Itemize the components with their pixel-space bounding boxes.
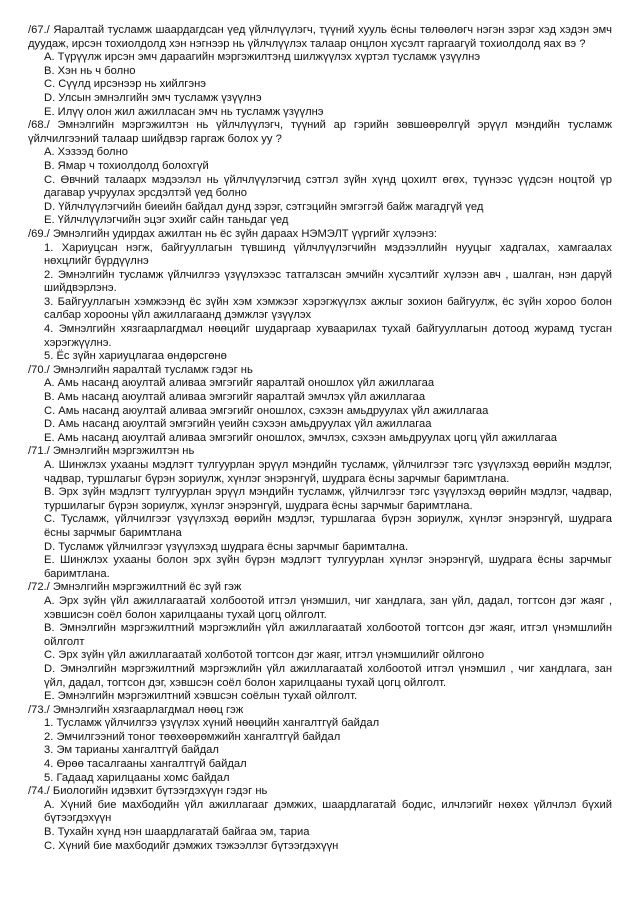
question-text: /67./ Яаралтай тусламж шаардагдсан үед үйлчлүүлэгч, түүний хууль ёсны төлөөлөгч нэгэн зэрэг хэд хэдэн эмч дуудаж, ирсэн тохиолдолд хэн нэгнээр нь үйлчлүүлэх талаар онцлон хүсэлт гаргаагүй тохиолдолд яах вэ ?	[28, 24, 612, 50]
answer-option: 2. Эмнэлгийн тусламж үйлчилгээ үзүүлэхээс татгалзсан эмчийн хүсэлтийг хүлээн авч , шалган, нэн дарүй шийдвэрлэнэ.	[44, 268, 612, 295]
answer-option: E. Үйлчлүүлэгчийн эцэг эхийг сайн таньдаг үед	[44, 214, 289, 227]
answer-option: D. Эмнэлгийн мэргэжилтний мэргэжлийн үйл ажиллагаатай холбоотой итгэл үнэмшил , чиг хандлага, зан үйл, дадал, тогтсон дэг, хэвшсэн соёл болон харилцааны тухай цогц ойлголт.	[44, 662, 612, 689]
question-text: /72./ Эмнэлгийн мэргэжилтний ёс зүй гэж	[28, 581, 242, 594]
answer-option: 3. Байгууллагын хэмжээнд ёс зүйн хэм хэмжээг хэрэгжүүлэх ажлыг зохион байгуулж, ёс зүйн хороо болон салбар хорооны үйл ажиллагаанд дэмжлэг үзүүлэх	[44, 295, 612, 322]
answer-option: C. Хүний бие махбодийг дэмжих тэжээллэг бүтээгдэхүүн	[44, 839, 339, 852]
answer-option: 5. Ёс зүйн хариуцлагаа өндөрсгөнө	[44, 350, 227, 363]
question-text: /70./ Эмнэлгийн яаралтай тусламж гэдэг нь	[28, 363, 253, 376]
answer-option: D. Улсын эмнэлгийн эмч тусламж үзүүлнэ	[44, 91, 262, 104]
answer-option: D. Үйлчлүүлэгчийн биеийн байдал дунд зэрэг, сэтгэцийн эмгэггэй байж магадгүй үед	[44, 200, 484, 213]
answer-option: B. Хэн нь ч болно	[44, 64, 136, 77]
answer-option: E. Илүү олон жил ажилласан эмч нь тусламж үзүүлнэ	[44, 105, 324, 118]
answer-option: E. Шинжлэх ухааны болон эрх зүйн бүрэн мэдлэгт тулгуурлан хүнлэг энэрэнгүй, шудрага ёсны зарчмыг баримтлана.	[44, 554, 612, 580]
answer-option: B. Эмнэлгийн мэргэжилтний мэргэжлийн үйл ажиллагаатай холбоотой тогтсон дэг жаяг, итгэл үнэмшлийн ойлголт	[44, 622, 612, 648]
answer-option: А. Хэзээд болно	[44, 146, 128, 159]
question-text: /69./ Эмнэлгийн удирдах ажилтан нь ёс зүйн дараах НЭМЭЛТ үүргийг хүлээнэ:	[28, 227, 438, 240]
answer-option: E. Эмнэлгийн мэргэжилтний хэвшсэн соёлын тухай ойлголт.	[44, 690, 358, 703]
answer-option: C. Амь насанд аюултай аливаа эмгэгийг оношлох, сэхээн амьдруулах үйл ажиллагаа	[44, 404, 489, 417]
question-text: /73./ Эмнэлгийн хязгаарлагдмал нөөц гэж	[28, 703, 244, 716]
question-text: /74./ Биологийн идэвхит бүтээгдэхүүн гэдэг нь	[28, 785, 268, 798]
answer-option: 3. Эм тарианы хангалтгүй байдал	[44, 744, 219, 757]
answer-option: А. Амь насанд аюултай аливаа эмгэгийг яаралтай оношлох үйл ажиллагаа	[44, 377, 435, 390]
answer-option: А. Хүний бие махбодийн үйл ажиллагааг дэмжих, шаардлагатай бодис, илчлэгийг нөхөх үйлчлэл бүхий бүтээгдэхүүн	[44, 798, 612, 825]
answer-option: B. Амь насанд аюултай аливаа эмгэгийг яаралтай эмчлэх үйл ажиллагаа	[44, 391, 426, 404]
answer-option: B. Эрх зүйн мэдлэгт тулгуурлан эрүүл мэндийн тусламж, үйлчилгээг тэгс үзүүлэхэд өөрийн мэдлэг, чадвар, туршилагыг бүрэн зориулж, хүнлэг энэрэнгүй, шудрага ёсны зарчмыг баримтлана.	[44, 486, 612, 512]
answer-option: B. Ямар ч тохиолдолд болохгүй	[44, 159, 209, 172]
answer-option: 1. Хариуцсан нэгж, байгууллагын түвшинд үйлчлүүлэгчийн мэдээллийн нууцыг хадгалах, хамгаалах нөхцлийг бүрдүүлнэ	[44, 241, 612, 268]
answer-option: 4. Өрөө тасалгааны хангалтгүй байдал	[44, 758, 247, 771]
answer-option: D. Тусламж үйлчилгээг үзүүлэхэд шудрага ёсны зарчмыг баримтална.	[44, 540, 409, 553]
answer-option: А. Эрх зүйн үйл ажиллагаатай холбоотой итгэл үнэмшил, чиг хандлага, зан үйл, дадал, тогтсон дэг жаяг , хэвшисэн соёл болон харилцааны тухай цогц ойлголт.	[44, 594, 612, 621]
answer-option: А. Шинжлэх ухааны мэдлэгт тулгуурлан эрүүл мэндийн тусламж, үйлчилгээг тэгс үзүүлэхэд өөрийн мэдлэг, чадвар, туршлагыг бүрэн зориулж, хүнлэг энэрэнгүй, шудрага ёсны зарчмыг баримтлана.	[44, 459, 612, 485]
answer-option: C. Тусламж, үйлчилгээг үзүүлэхэд өөрийн мэдлэг, туршлагаа бүрэн зориулж, хүнлэг энэрэнгүй, шудрага ёсны зарчмыг баримтлана	[44, 513, 612, 539]
answer-option: B. Тухайн хүнд нэн шаардлагатай байгаа эм, тариа	[44, 826, 310, 839]
question-text: /68./ Эмнэлгийн мэргэжилтэн нь үйлчлүүлэгч, түүний ар гэрийн зөвшөөрөлгүй эрүүл мэндийн тусламж үйлчилгээний талаар шийдвэр гаргаж болох уу ?	[28, 119, 612, 145]
question-text: /71./ Эмнэлгийн мэргэжилтэн нь	[28, 445, 195, 458]
answer-option: C. Сүүлд ирсэнээр нь хийлгэнэ	[44, 78, 206, 91]
answer-option: D. Амь насанд аюултай эмгэгийн үеийн сэхээн амьдруулах үйл ажиллагаа	[44, 418, 432, 431]
answer-option: 2. Эмчилгээний тоног төөхөөрөмжийн хангалтгүй байдал	[44, 730, 341, 743]
answer-option: C. Эрх зүйн үйл ажиллагаатай холботой тогтсон дэг жаяг, итгэл үнэмшилийг ойлгоно	[44, 649, 485, 662]
answer-option: C. Өвчний талаарх мэдээлэл нь үйлчлүүлэгчид сэтгэл зүйн хүнд цохилт өгөх, түүнээс үүдсэн ноцтой үр дагавар учруулах эрсдэлтэй үед болно	[44, 173, 612, 200]
answer-option: 1. Тусламж үйлчилгээ үзүүлэх хүний нөөцийн хангалтгүй байдал	[44, 717, 380, 730]
answer-option: 4. Эмнэлгийн хязгаарлагдмал нөөцийг шударгаар хуваарилах тухай байгууллагын дотоод журамд тусган хэрэгжүүлнэ.	[44, 323, 612, 349]
answer-option: E. Амь насанд аюултай аливаа эмгэгийг оношлох, эмчлэх, сэхээн амьдруулах цогц үйл ажиллагаа	[44, 431, 557, 444]
answer-option: 5. Гадаад харилцааны хомс байдал	[44, 771, 230, 784]
answer-option: А. Түрүүлж ирсэн эмч дараагийн мэргэжилтэнд шилжүүлэх хүртэл тусламж үзүүлнэ	[44, 51, 481, 64]
document-page	[28, 24, 612, 853]
